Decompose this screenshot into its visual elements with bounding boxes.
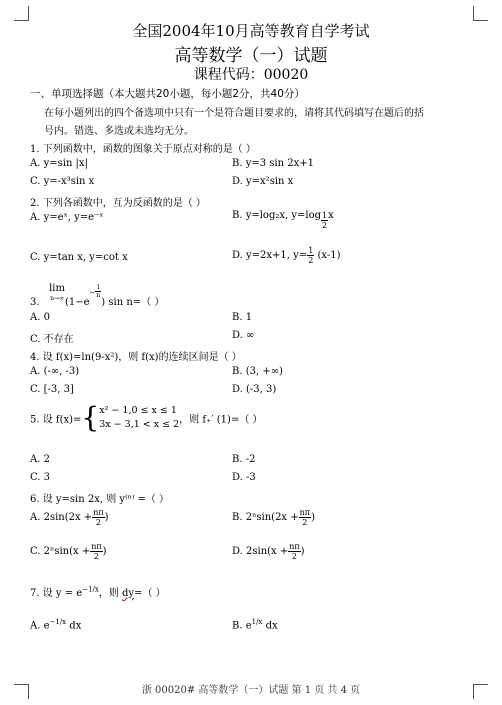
question-6-option-a (30, 508, 109, 527)
piecewise-lhs: 5. 设 f(x)= (30, 414, 82, 426)
fraction-numerator: nπ (289, 542, 300, 551)
fraction-denominator: 2 (291, 552, 297, 561)
question-5-option-c: C. 3 (30, 472, 51, 483)
question-number: 3. (30, 297, 40, 308)
question-5-option-d: D. -3 (232, 472, 256, 483)
question-1-option-a: A. y=sin |x| (30, 158, 88, 169)
question-2-option-c: C. y=tan x, y=cot x (30, 252, 128, 263)
section-instruction-line1: 在每小题列出的四个备选项中只有一个是符合题目要求的，请将其代码填写在题后的括 (44, 108, 424, 119)
question-7-option-b (232, 618, 278, 631)
exponent-denominator: n (96, 292, 101, 299)
option-a-base: A. e (30, 620, 50, 632)
question-7-stem (30, 584, 166, 599)
question-1-stem: 1. 下列函数中，函数的图象关于原点对称的是（ ） (30, 144, 256, 155)
exam-title: 全国2004年10月高等教育自学考试 (132, 22, 370, 40)
question-6-option-b (232, 508, 315, 527)
fraction-denominator: 2 (308, 256, 314, 265)
question-2-stem: 2. 下列各函数中，互为反函数的是（ ） (30, 198, 206, 209)
option-d-tail: ) (300, 546, 305, 557)
question-4-stem: 4. 设 f(x)=ln(9-x²)，则 f(x)的连续区间是（ ） (30, 352, 242, 363)
question-1-option-c: C. y=-x³sin x (30, 176, 95, 187)
fraction-numerator: nπ (91, 542, 102, 551)
question-3-option-c: C. 不存在 (30, 334, 74, 345)
question-5-option-b: B. -2 (232, 454, 256, 465)
subject-title: 高等数学（一）试题 (174, 46, 328, 66)
question-3-option-b: B. 1 (232, 312, 253, 323)
option-a-text: A. 2sin(2x + (30, 512, 93, 523)
piece-2: 3x − 3,1 < x ≤ 2 (99, 419, 180, 430)
option-a-tail: dx (66, 620, 82, 632)
question-5-stem (30, 401, 263, 434)
fraction-denominator: 2 (95, 518, 101, 527)
question-5-option-a: A. 2 (30, 454, 50, 465)
piece-1: x² − 1,0 ≤ x ≤ 1 (99, 405, 177, 416)
option-b-text: B. 2ⁿsin(2x + (232, 512, 299, 523)
section-heading: 一、单项选择题（本大题共20小题，每小题2分，共40分） (30, 88, 305, 100)
question-3-stem: 3. lim n→∞ (1−e− $\frac{1}{n}$ ) sin n=（ ） (30, 283, 165, 308)
exp-base: 7. 设 y = e (30, 588, 83, 599)
fraction-numerator: nπ (299, 508, 311, 517)
question-3-option-a: A. 0 (30, 312, 50, 323)
brace-symbol: { (81, 401, 100, 434)
page-footer: 浙 00020# 高等数学（一）试题 第 1 页 共 4 页 (141, 685, 361, 696)
question-6-option-d (232, 542, 305, 561)
fraction-denominator: 2 (93, 552, 99, 561)
limit-tail: ) sin n=（ ） (101, 297, 165, 308)
exp-exponent: −1/x (82, 585, 99, 594)
log-base-numerator: 1 (322, 211, 328, 220)
question-2-option-b (232, 210, 334, 230)
fraction-numerator: nπ (93, 508, 104, 517)
option-b-tail: x (328, 210, 334, 221)
option-b-exponent: 1/x (251, 618, 263, 626)
option-d-text: D. 2sin(x + (232, 546, 289, 557)
crop-mark-top-right (473, 6, 488, 21)
piecewise-tail: ，则 f₊′ (1)=（ ） (179, 414, 263, 426)
question-2-option-d (232, 246, 340, 265)
option-a-exponent: −1/x (49, 618, 67, 626)
limit-subscript: n→∞ (50, 295, 64, 302)
stem-tail: =（ ） (134, 588, 166, 599)
question-1-option-b: B. y=3 sin 2x+1 (232, 158, 314, 169)
fraction-denominator: 2 (302, 518, 308, 527)
question-3-option-d: D. ∞ (232, 330, 255, 341)
course-code: 课程代码：00020 (193, 67, 309, 83)
option-d-text: D. y=2x+1, y= (232, 250, 308, 261)
crop-mark-top-left (14, 6, 29, 21)
question-7-option-a (30, 618, 81, 631)
differential-dy: dy (122, 588, 135, 599)
question-4-option-c: C. [-3, 3] (30, 384, 74, 395)
limit-body: (1−e (64, 297, 90, 308)
question-4-option-d: D. (-3, 3) (232, 384, 277, 395)
option-c-tail: ) (102, 546, 107, 557)
stem-mid: ，则 (98, 588, 123, 599)
limit-symbol: lim (49, 283, 65, 294)
option-a-tail: ) (104, 512, 109, 523)
option-b-base: B. e (232, 620, 252, 632)
option-b-text: B. y=log₂x, y=log (232, 210, 322, 221)
option-c-text: C. 2ⁿsin(x + (30, 546, 91, 557)
fraction-numerator: 1 (308, 246, 314, 255)
log-base-denominator: 2 (322, 221, 328, 230)
question-4-option-a: A. (-∞, -3) (30, 366, 80, 377)
option-b-tail: dx (262, 620, 278, 632)
question-2-option-a: A. y=eˣ, y=e⁻ˣ (30, 212, 104, 223)
exponent-numerator: 1 (96, 284, 101, 291)
question-4-option-b: B. (3, +∞) (232, 366, 283, 377)
option-d-tail: (x-1) (317, 250, 341, 261)
option-b-tail: ) (311, 512, 315, 523)
section-instruction-line2: 号内。错选、多选或未选均无分。 (44, 126, 194, 137)
question-1-option-d: D. y=x²sin x (232, 176, 294, 187)
question-6-option-c (30, 542, 107, 561)
question-6-stem: 6. 设 y=sin 2x, 则 y⁽ⁿ⁾ =（ ） (30, 494, 170, 505)
